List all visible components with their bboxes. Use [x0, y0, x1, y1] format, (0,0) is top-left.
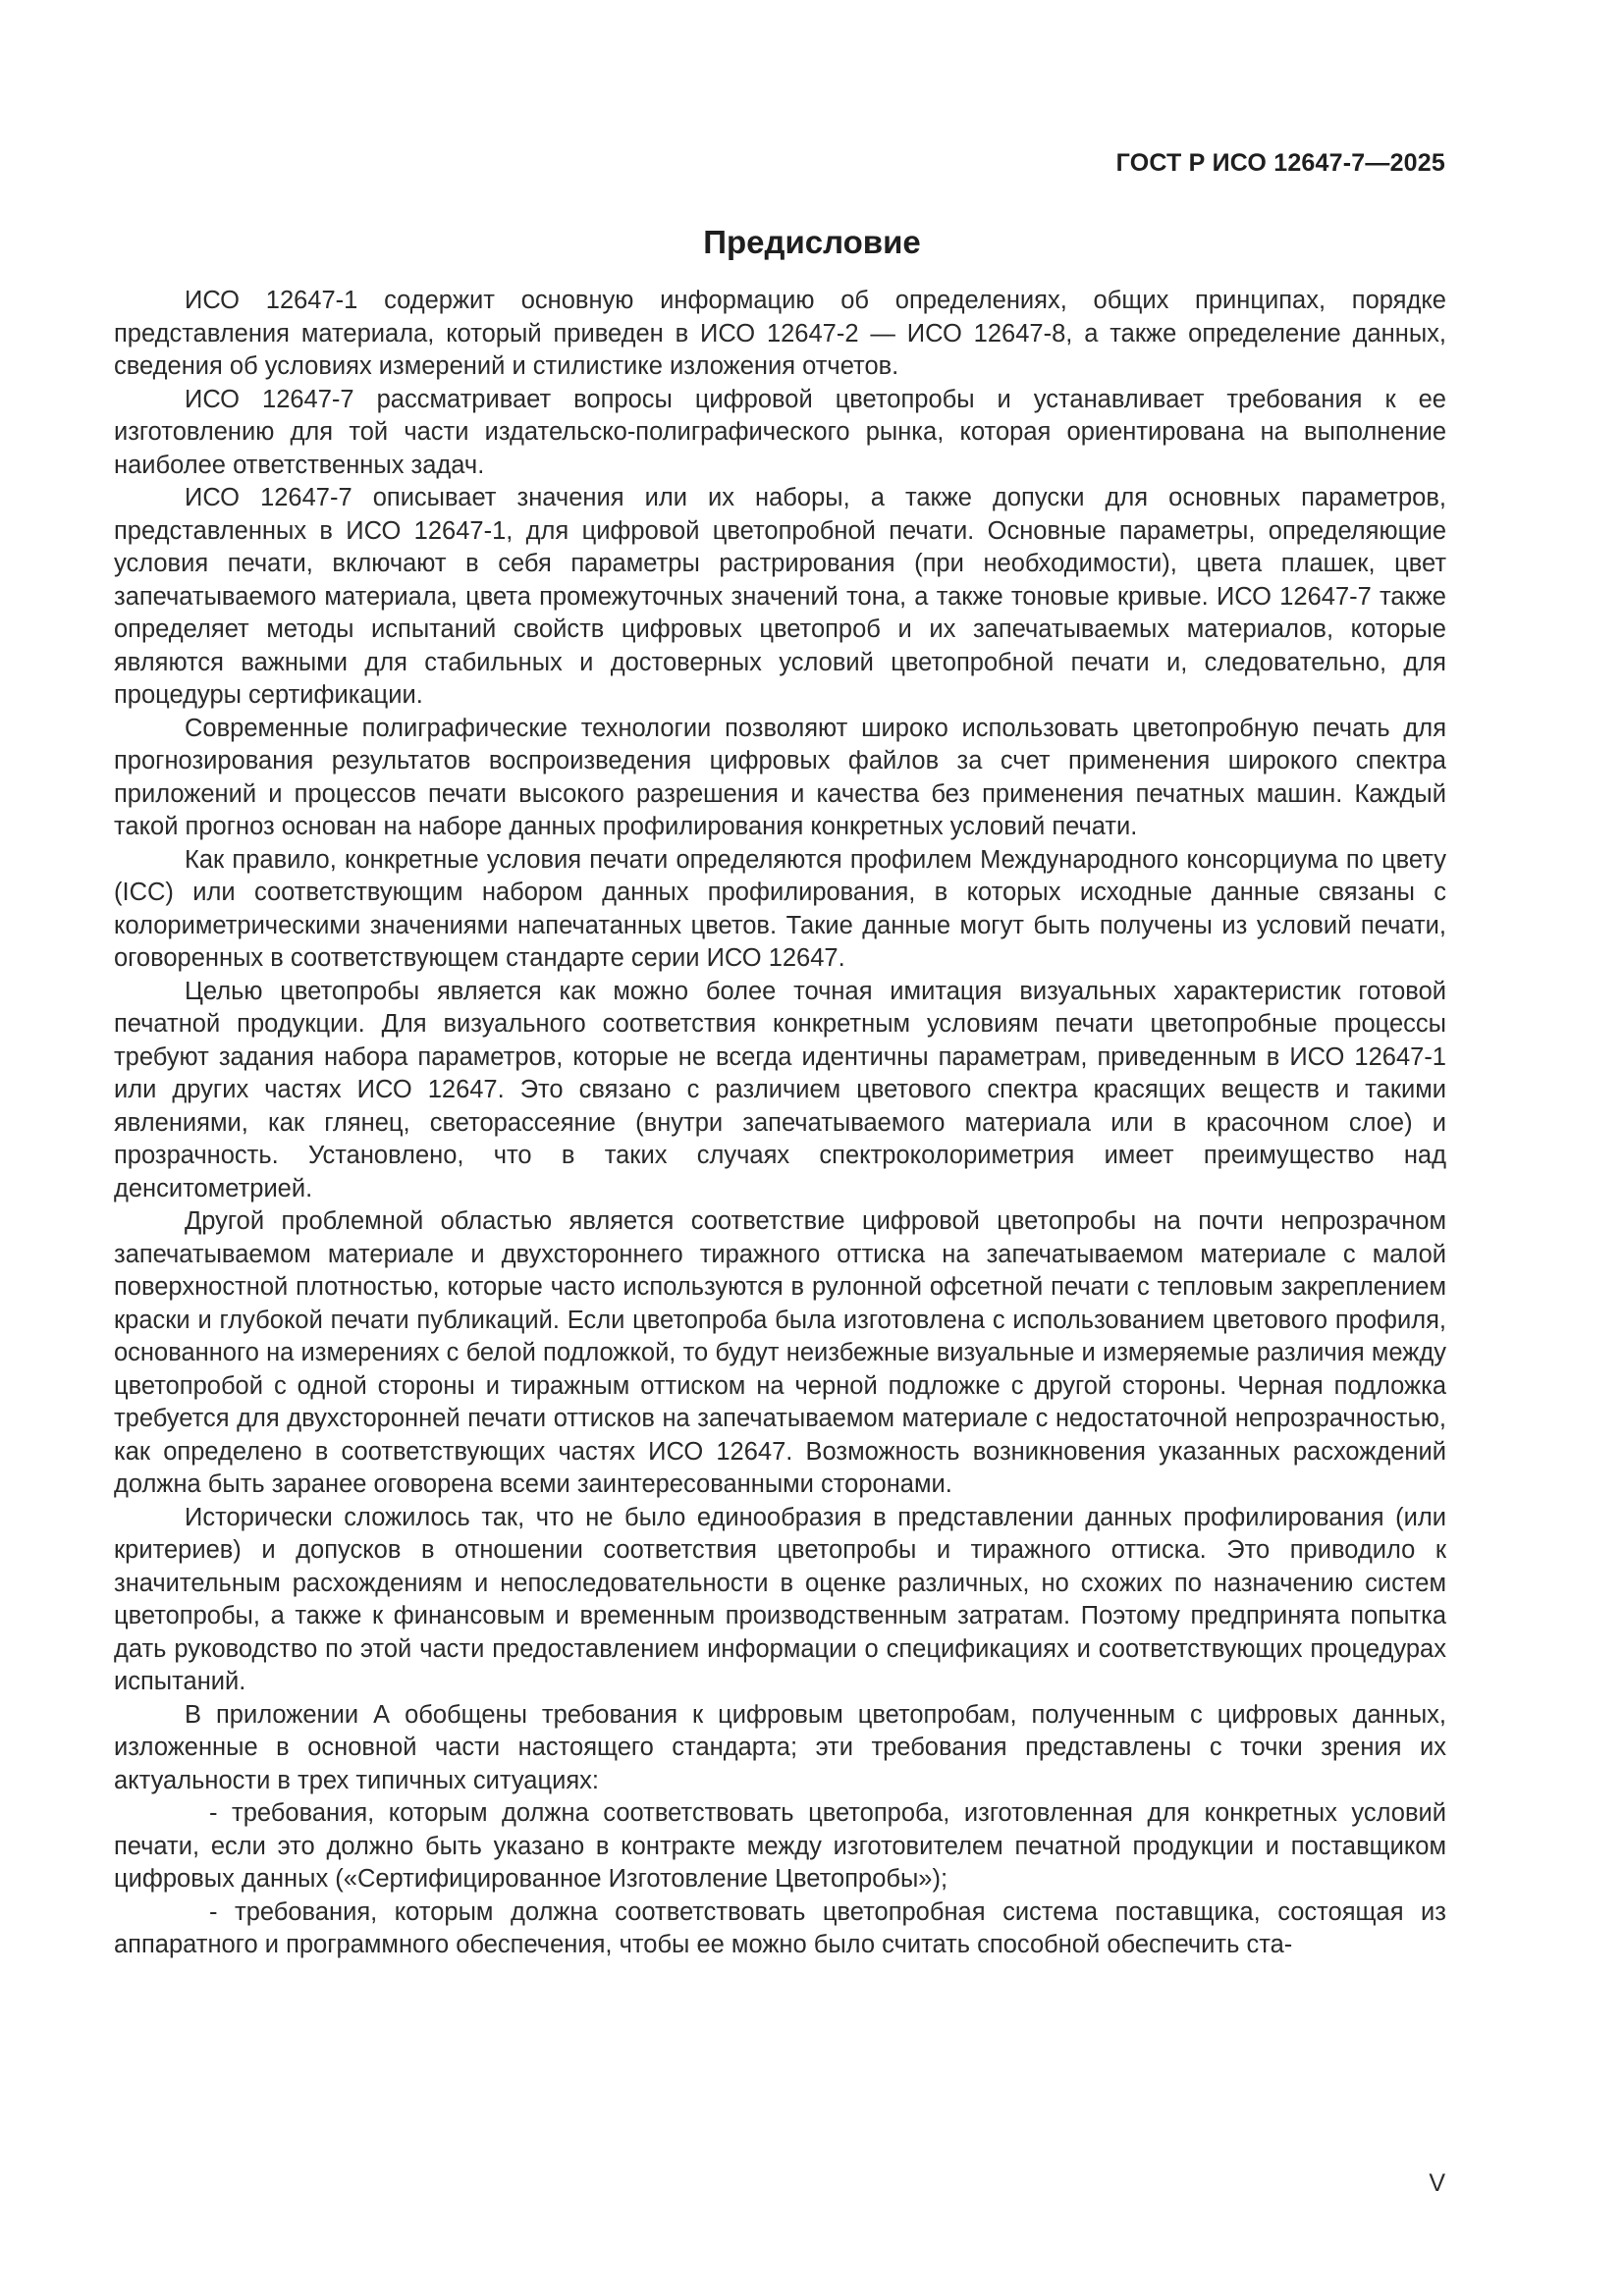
paragraph: Современные полиграфические технологии позволяют широко использовать цветопробную печать для прогнозирования результатов воспроизведения цифровых файлов за счет применения широкого спектра приложений и процессов печати высокого разрешения и качества без применения печатных машин. Каждый такой прогноз основан на наборе данных профилирования конкретных условий печати. [114, 714, 1446, 840]
paragraph: ИСО 12647-7 описывает значения или их наборы, а также допуски для основных параметров, представленных в ИСО 12647-1, для цифровой цветопробной печати. Основные параметры, определяющие условия печати, включают в себя параметры растрирования (при необходимости), цвета плашек, цвет запечатываемого материала, цвета промежуточных значений тона, а также тоновые кривые. ИСО 12647-7 также определяет методы испытаний свойств цифровых цветопроб и их запечатываемых материалов, которые являются важными для стабильных и достоверных условий цветопробной печати и, следовательно, для процедуры сертификации. [114, 484, 1446, 709]
paragraph: Исторически сложилось так, что не было единообразия в представлении данных профилирования (или критериев) и допусков в отношении соответствия цветопробы и тиражного оттиска. Это приводило к значительным расхождениям и непоследовательности в оценке различных, но схожих по назначению систем цветопробы, а также к финансовым и временным производственным затратам. Поэтому предпринята попытка дать руководство по этой части предоставлением информации о спецификациях и соответствующих процедурах испытаний. [114, 1503, 1446, 1695]
paragraph: Другой проблемной областью является соответствие цифровой цветопробы на почти непрозрачном запечатываемом материале и двухстороннего тиражного оттиска на запечатываемом материале с малой поверхностной плотностью, которые часто используются в рулонной офсетной печати с тепловым закреплением краски и глубокой печати публикаций. Если цветопроба была изготовлена с использованием цветового профиля, основанного на измерениях с белой подложкой, то будут неизбежные визуальные и измеряемые различия между цветопробой с одной стороны и тиражным оттиском на черной подложке с другой стороны. Черная подложка требуется для двухсторонней печати оттисков на запечатываемом материале с недостаточной непрозрачностью, как определено в соответствующих частях ИСО 12647. Возможность возникновения указанных расхождений должна быть заранее оговорена всеми заинтересованными сторонами. [114, 1207, 1446, 1498]
foreword-body [114, 285, 1446, 1962]
paragraph: Целью цветопробы является как можно более точная имитация визуальных характеристик готовой печатной продукции. Для визуального соответствия конкретным условиям печати цветопробные процессы требуют задания набора параметров, которые не всегда идентичны параметрам, приведенным в ИСО 12647-1 или других частях ИСО 12647. Это связано с различием цветового спектра красящих веществ и такими явлениями, как глянец, светорассеяние (внутри запечатываемого материала или в красочном слое) и прозрачность. Установлено, что в таких случаях спектроколориметрия имеет преимущество над денситометрией. [114, 977, 1446, 1202]
paragraph: Как правило, конкретные условия печати определяются профилем Международного консорциума по цвету (ICC) или соответствующим набором данных профилирования, в которых исходные данные связаны с колориметрическими значениями напечатанных цветов. Такие данные могут быть получены из условий печати, оговоренных в соответствующем стандарте серии ИСО 12647. [114, 845, 1446, 972]
list-item: - требования, которым должна соответствовать цветопроба, изготовленная для конкретных условий печати, если это должно быть указано в контракте между изготовителем печатной продукции и поставщиком цифровых данных («Сертифицированное Изготовление Цветопробы»); [114, 1799, 1446, 1893]
standard-designation: ГОСТ Р ИСО 12647-7—2025 [1115, 149, 1445, 177]
paragraph: ИСО 12647-7 рассматривает вопросы цифровой цветопробы и устанавливает требования к ее изготовлению для той части издательско-полиграфического рынка, которая ориентирована на выполнение наиболее ответственных задач. [114, 385, 1446, 479]
page-number: V [1429, 2169, 1445, 2197]
page-title: Предисловие [703, 224, 921, 260]
list-item: - требования, которым должна соответствовать цветопробная система поставщика, состоящая из аппаратного и программного обеспечения, чтобы ее можно было считать способной обеспечить ста- [114, 1897, 1446, 1958]
paragraph: ИСО 12647-1 содержит основную информацию об определениях, общих принципах, порядке представления материала, который приведен в ИСО 12647-2 — ИСО 12647-8, а также определение данных, сведения об условиях измерений и стилистике изложения отчетов. [114, 287, 1446, 380]
paragraph: В приложении А обобщены требования к цифровым цветопробам, полученным с цифровых данных, изложенные в основной части настоящего стандарта; эти требования представлены с точки зрения их актуальности в трех типичных ситуациях: [114, 1700, 1446, 1794]
